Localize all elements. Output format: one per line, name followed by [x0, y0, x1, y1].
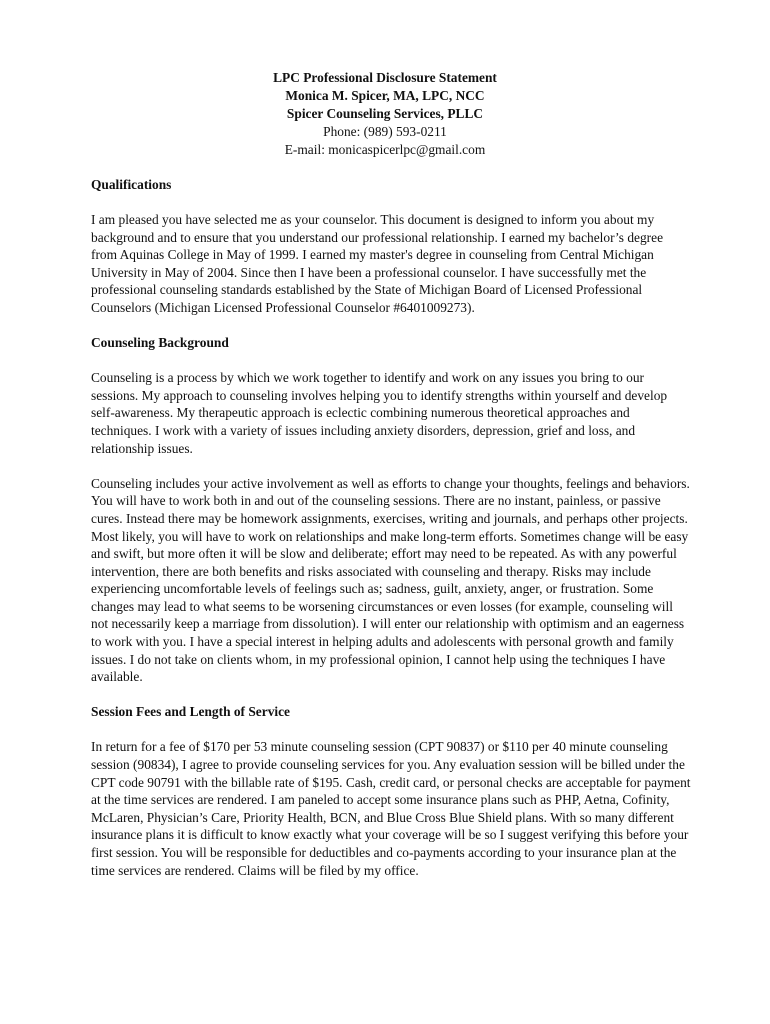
session-fees-heading: Session Fees and Length of Service [91, 704, 290, 720]
qualifications-paragraph: I am pleased you have selected me as your counselor. This document is designed to inform you about my background and to ensure that you understand our professional relationship. I earned my bachelor’s degree from Aquinas College in May of 1999. I earned my master's degree in counseling from Central Michigan University in May of 2004. Since then I have been a professional counselor. I have successfully met the professional counseling standards established by the State of Michigan Board of Licensed Professional Counselors (Michigan Licensed Professional Counselor #6401009273). [91, 212, 664, 316]
counseling-background-paragraph-2: Counseling includes your active involvement as well as efforts to change your thoughts, feelings and behaviors. You will have to work both in and out of the counseling sessions. There are no instant, painless, or passive cures. Instead there may be homework assignments, exercises, writing and journals, and perhaps other projects. Most likely, you will have to work on relationships and make long-term efforts. Sometimes change will be easy and swift, but more often it will be slow and deliberate; effort may need to be repeated. As with any powerful intervention, there are both benefits and risks associated with counseling and therapy. Risks may include experiencing uncomfortable levels of feelings such as; sadness, guilt, anxiety, anger, or frustration. Some changes may lead to what seems to be worsening circumstances or even losses (for example, counseling will not necessarily keep a marriage from dissolution). I will enter our relationship with optimism and an eagerness to work with you. I have a special interest in helping adults and adolescents with personal growth and family issues. I do not take on clients whom, in my professional opinion, I cannot help using the techniques I have available. [91, 475, 690, 685]
counseling-background-heading: Counseling Background [91, 335, 229, 351]
counselor-name: Monica M. Spicer, MA, LPC, NCC [285, 88, 485, 103]
counseling-background-paragraph-1: Counseling is a process by which we work together to identify and work on any issues you bring to our sessions. My approach to counseling involves helping you to identify strengths within yourself and develop self-awareness. My therapeutic approach is eclectic combining numerous theoretical approaches and techniques. I work with a variety of issues including anxiety disorders, depression, grief and loss, and relationship issues. [91, 370, 668, 456]
document-header [0, 69, 770, 159]
qualifications-heading: Qualifications [91, 177, 172, 192]
phone-line: Phone: (989) 593-0211 [323, 124, 447, 139]
practice-name: Spicer Counseling Services, PLLC [286, 106, 484, 121]
document-body [91, 176, 691, 897]
document-title: LPC Professional Disclosure Statement [273, 70, 497, 85]
email-line: E-mail: monicaspicerlpc@gmail.com [284, 142, 486, 157]
session-fees-paragraph: In return for a fee of $170 per 53 minute counseling session (CPT 90837) or $110 per 40 minute counseling session (90834), I agree to provide counseling services for you. Any evaluation session will be billed under the CPT code 90791 with the billable rate of $195. Cash, credit card, or personal checks are acceptable for payment at the time services are rendered. I am paneled to accept some insurance plans such as PHP, Aetna, Cofinity, McLaren, Physician’s Care, Priority Health, BCN, and Blue Cross Blue Shield plans. With so many different insurance plans it is difficult to know exactly what your coverage will be so I suggest verifying this before your first session. You will be responsible for deductibles and co-payments according to your insurance plan at the time services are rendered. Claims will be filed by my office. [91, 739, 691, 878]
